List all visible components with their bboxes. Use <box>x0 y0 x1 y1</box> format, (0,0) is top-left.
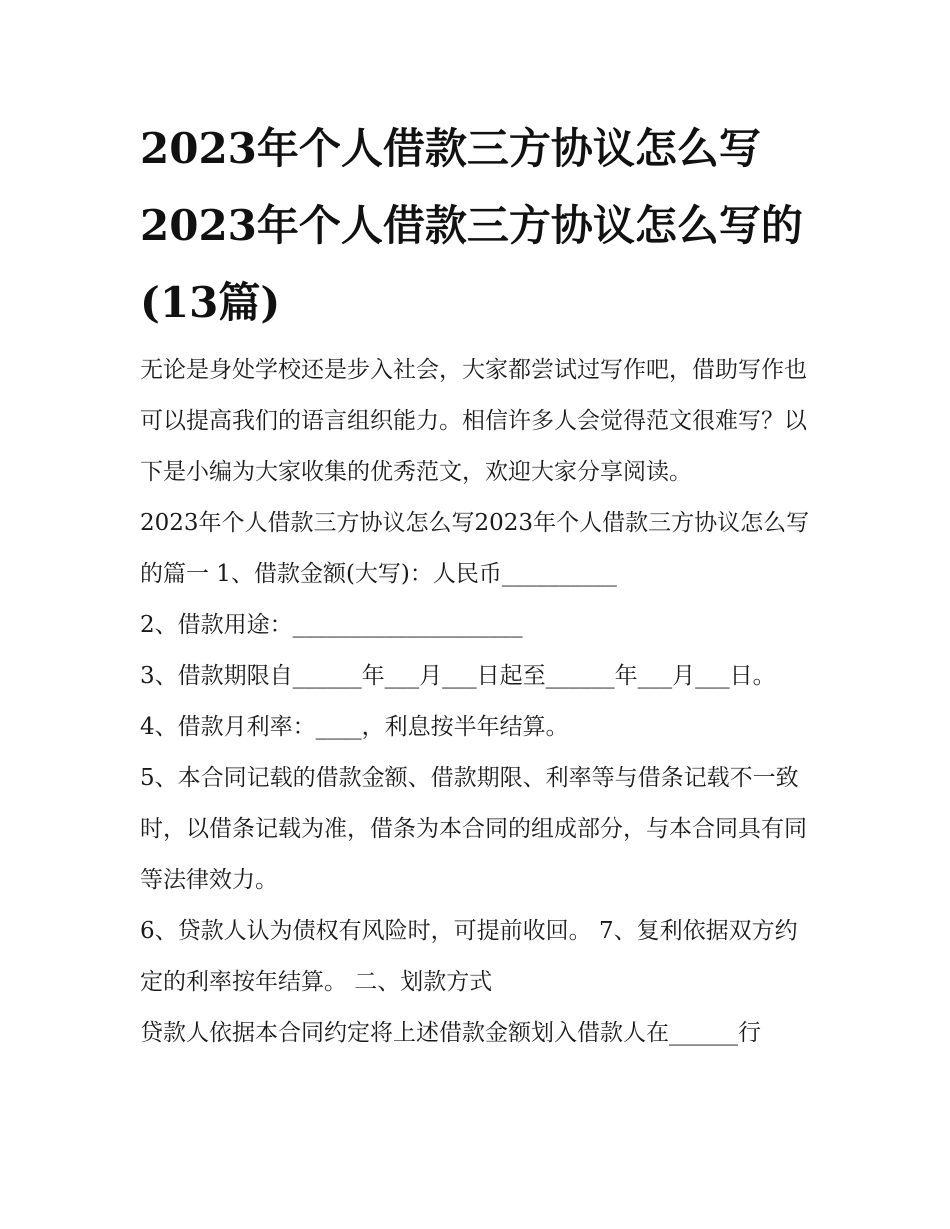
section-heading-paragraph: 2023年个人借款三方协议怎么写2023年个人借款三方协议怎么写的篇一 1、借款金额(大写)：人民币__________ <box>140 510 810 587</box>
loan-purpose-paragraph: 2、借款用途：____________________ <box>140 612 523 638</box>
contract-consistency-paragraph: 5、本合同记载的借款金额、借款期限、利率等与借条记载不一致时，以借条记载为准，借条为本合同的组成部分，与本合同具有同等法律效力。 <box>140 765 807 893</box>
transfer-method-paragraph: 贷款人依据本合同约定将上述借款金额划入借款人在______行 <box>140 1020 761 1046</box>
intro-paragraph: 无论是身处学校还是步入社会，大家都尝试过写作吧，借助写作也可以提高我们的语言组织能力。相信许多人会觉得范文很难写？以下是小编为大家收集的优秀范文，欢迎大家分享阅读。 <box>140 357 807 485</box>
document-title: 2023年个人借款三方协议怎么写2023年个人借款三方协议怎么写的(13篇) <box>140 124 803 327</box>
document-page <box>140 110 820 1059</box>
risk-recall-paragraph: 6、贷款人认为债权有风险时，可提前收回。 7、复利依据双方约定的利率按年结算。 二、划款方式 <box>140 918 798 995</box>
loan-term-paragraph: 3、借款期限自______年___月___日起至______年___月___日。 4、借款月利率：____，利息按半年结算。 <box>140 663 776 740</box>
